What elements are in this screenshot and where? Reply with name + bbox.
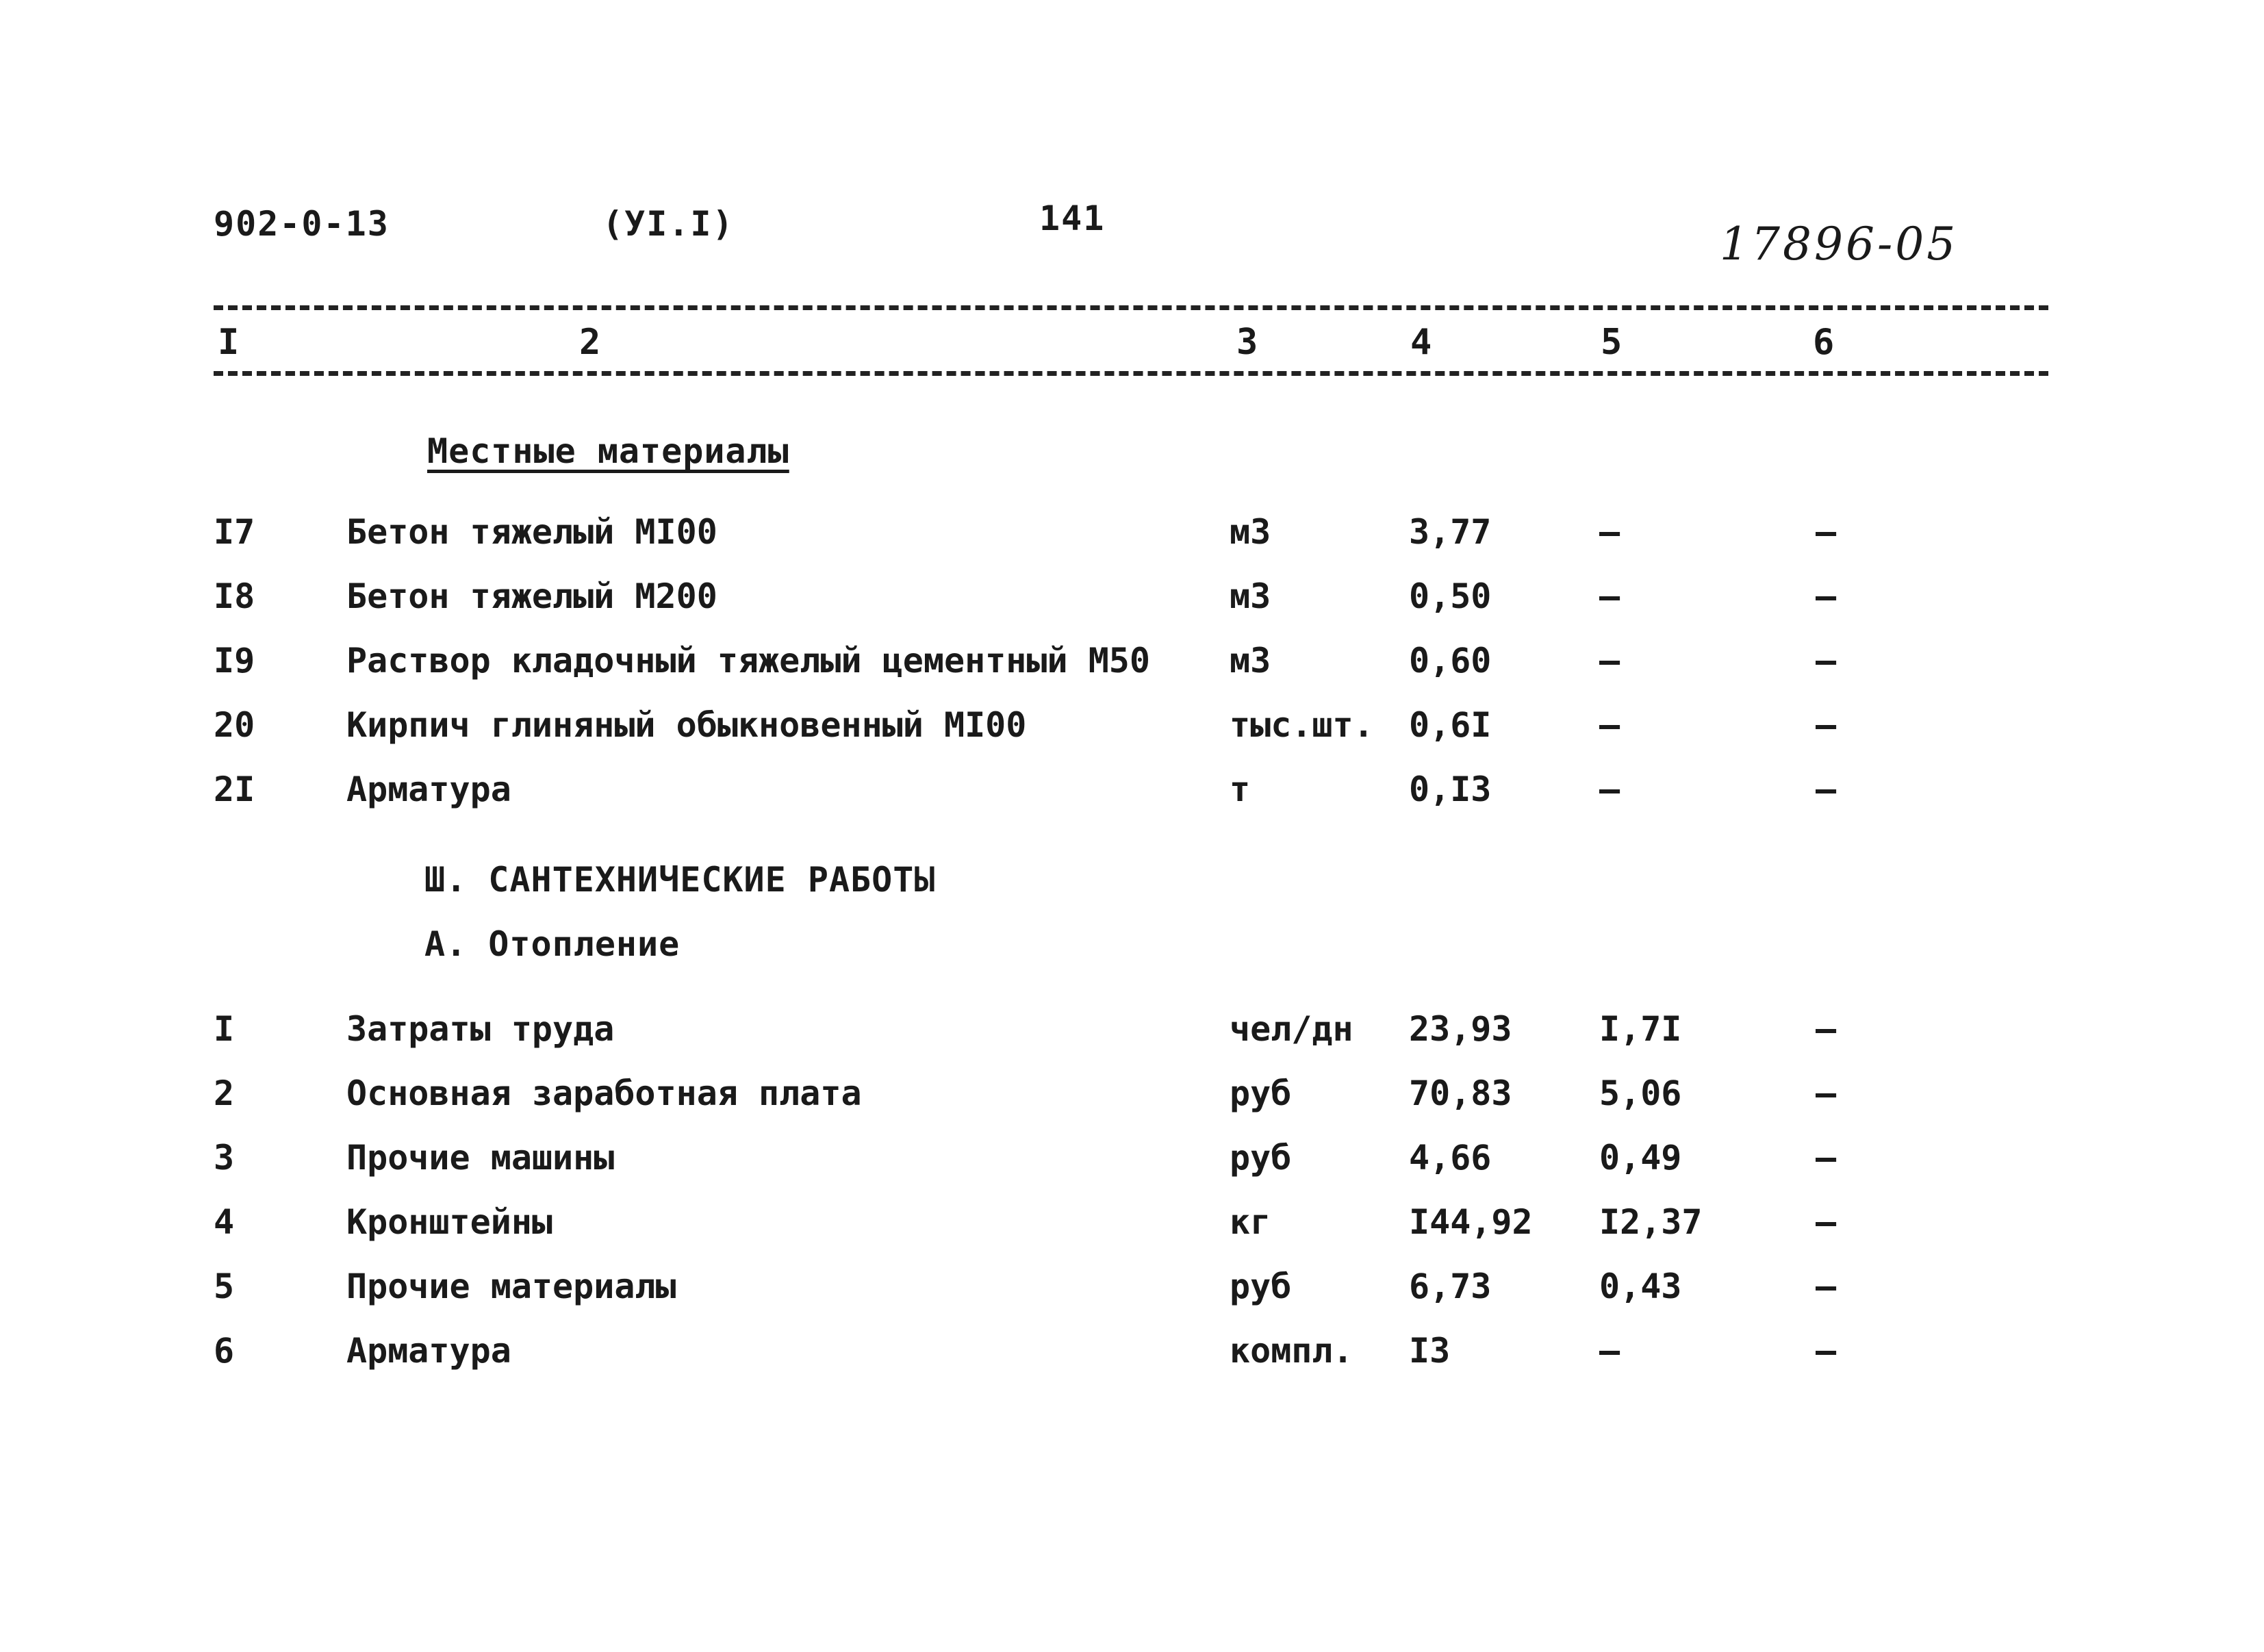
value-col-5: 0,49: [1599, 1138, 1682, 1178]
table-row: [0, 1073, 2264, 1128]
column-number-6: 6: [1813, 322, 1835, 363]
table-row: [0, 641, 2264, 696]
column-number-1: I: [218, 322, 240, 363]
row-number: 6: [214, 1331, 235, 1371]
heating-subheading: А. Отопление: [424, 924, 681, 964]
plumbing-works-heading: Ш. САНТЕХНИЧЕСКИЕ РАБОТЫ: [424, 860, 936, 900]
local-materials-heading: Местные материалы: [427, 431, 789, 471]
item-name: Кирпич глиняный обыкновенный МI00: [346, 705, 1027, 745]
unit: руб: [1230, 1138, 1292, 1178]
table-row: [0, 1331, 2264, 1386]
value-col-5: I,7I: [1599, 1009, 1682, 1049]
row-number: 2I: [214, 770, 255, 809]
value-col-6: –: [1816, 770, 1837, 809]
unit: кг: [1230, 1202, 1271, 1242]
value-col-5: –: [1599, 1331, 1620, 1371]
table-row: [0, 1009, 2264, 1064]
value-col-6: –: [1816, 1267, 1837, 1306]
unit: тыс.шт.: [1230, 705, 1374, 745]
value-col-4: 0,I3: [1409, 770, 1492, 809]
value-col-4: 70,83: [1409, 1073, 1512, 1113]
value-col-5: 0,43: [1599, 1267, 1682, 1306]
column-number-3: 3: [1236, 322, 1258, 363]
unit: руб: [1230, 1073, 1292, 1113]
item-name: Кронштейны: [346, 1202, 553, 1242]
item-name: Арматура: [346, 1331, 511, 1371]
row-number: I8: [214, 576, 255, 616]
value-col-5: 5,06: [1599, 1073, 1682, 1113]
handwritten-inventory-number: 17896-05: [1720, 218, 1959, 270]
value-col-5: –: [1599, 576, 1620, 616]
unit: м3: [1230, 576, 1271, 616]
value-col-5: –: [1599, 512, 1620, 552]
table-row: [0, 1138, 2264, 1193]
row-number: 20: [214, 705, 255, 745]
value-col-4: 4,66: [1409, 1138, 1492, 1178]
row-number: 2: [214, 1073, 235, 1113]
item-name: Бетон тяжелый МI00: [346, 512, 717, 552]
value-col-4: 6,73: [1409, 1267, 1492, 1306]
value-col-6: –: [1816, 1202, 1837, 1242]
table-header-top-rule: [214, 305, 2048, 310]
value-col-5: I2,37: [1599, 1202, 1703, 1242]
row-number: 5: [214, 1267, 235, 1306]
table-header-bottom-rule: [214, 371, 2048, 376]
table-row: [0, 1267, 2264, 1321]
item-name: Прочие материалы: [346, 1267, 676, 1306]
value-col-4: 0,50: [1409, 576, 1492, 616]
column-number-5: 5: [1601, 322, 1623, 363]
value-col-5: –: [1599, 770, 1620, 809]
column-number-4: 4: [1410, 322, 1432, 363]
item-name: Арматура: [346, 770, 511, 809]
value-col-4: 23,93: [1409, 1009, 1512, 1049]
value-col-4: 0,6I: [1409, 705, 1492, 745]
value-col-4: 3,77: [1409, 512, 1492, 552]
value-col-6: –: [1816, 1009, 1837, 1049]
item-name: Затраты труда: [346, 1009, 615, 1049]
item-name: Бетон тяжелый М200: [346, 576, 717, 616]
row-number: 4: [214, 1202, 235, 1242]
row-number: I7: [214, 512, 255, 552]
column-number-2: 2: [579, 322, 601, 363]
table-row: [0, 770, 2264, 824]
page-number: 141: [1039, 199, 1106, 238]
unit: чел/дн: [1230, 1009, 1353, 1049]
value-col-6: –: [1816, 641, 1837, 681]
item-name: Раствор кладочный тяжелый цементный М50: [346, 641, 1150, 681]
value-col-6: –: [1816, 576, 1837, 616]
row-number: I9: [214, 641, 255, 681]
table-row: [0, 1202, 2264, 1257]
value-col-5: –: [1599, 641, 1620, 681]
value-col-4: 0,60: [1409, 641, 1492, 681]
unit: т: [1230, 770, 1251, 809]
item-name: Основная заработная плата: [346, 1073, 862, 1113]
unit: компл.: [1230, 1331, 1353, 1371]
table-row: [0, 512, 2264, 567]
table-row: [0, 705, 2264, 760]
row-number: 3: [214, 1138, 235, 1178]
value-col-4: I44,92: [1409, 1202, 1533, 1242]
document-code: 902-0-13: [214, 204, 390, 244]
table-row: [0, 576, 2264, 631]
row-number: I: [214, 1009, 235, 1049]
value-col-5: –: [1599, 705, 1620, 745]
value-col-6: –: [1816, 705, 1837, 745]
value-col-6: –: [1816, 1138, 1837, 1178]
unit: м3: [1230, 512, 1271, 552]
item-name: Прочие машины: [346, 1138, 615, 1178]
value-col-4: I3: [1409, 1331, 1451, 1371]
section-number: (УI.I): [602, 204, 735, 244]
value-col-6: –: [1816, 1073, 1837, 1113]
unit: м3: [1230, 641, 1271, 681]
value-col-6: –: [1816, 1331, 1837, 1371]
value-col-6: –: [1816, 512, 1837, 552]
unit: руб: [1230, 1267, 1292, 1306]
